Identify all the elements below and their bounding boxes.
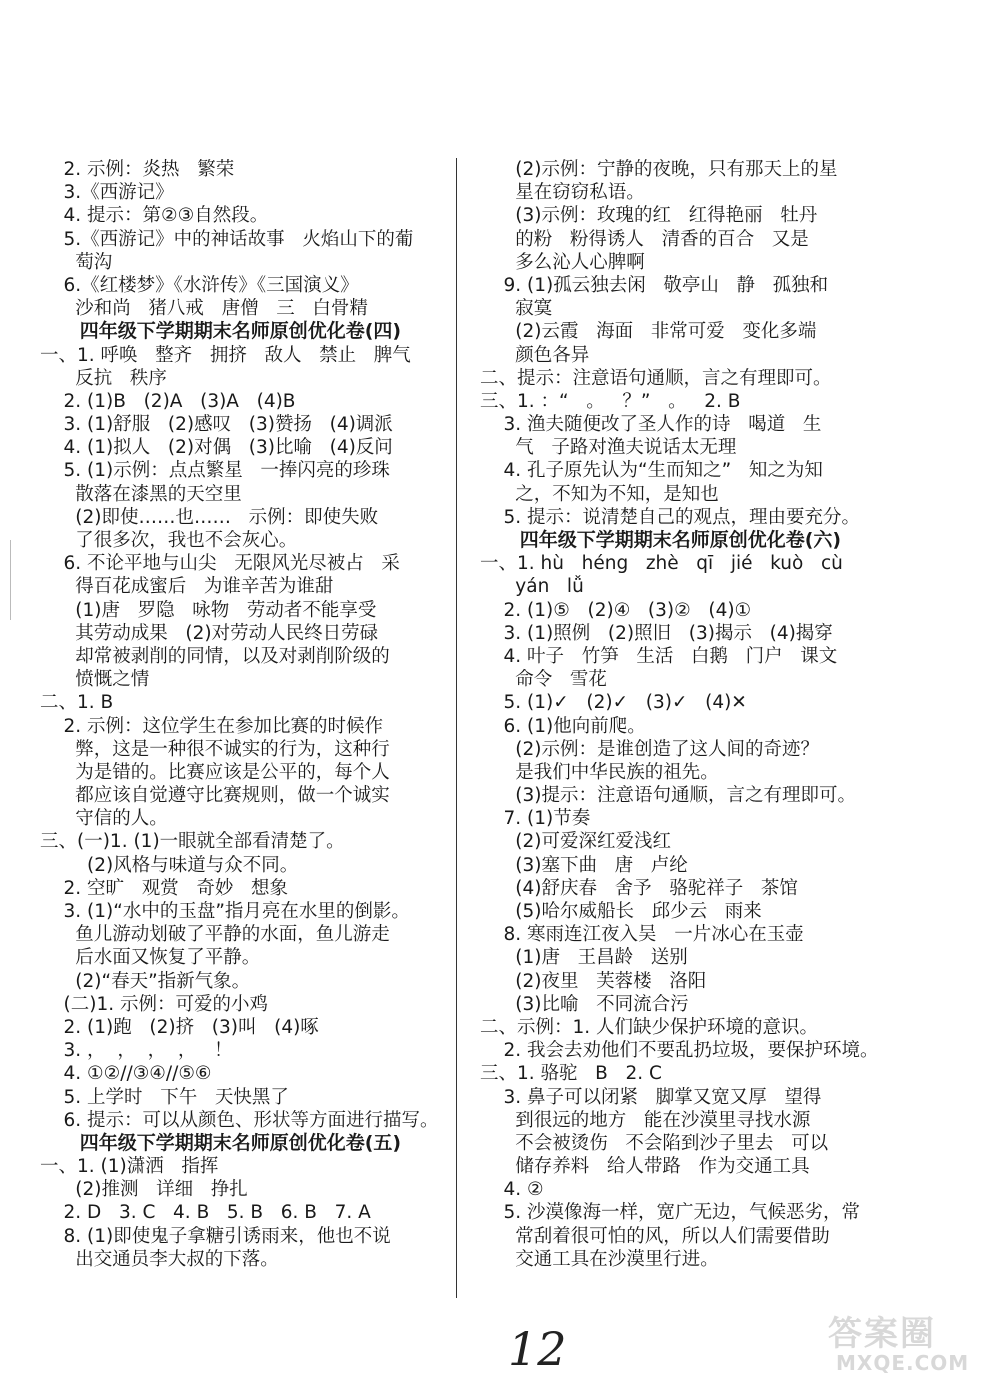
answer-line: 三、1. 骆驼 B 2. C [480, 1063, 662, 1085]
answer-line: 储存养料 给人带路 作为交通工具 [480, 1156, 810, 1178]
answer-line: 6.《红楼梦》《水浒传》《三国演义》 [40, 274, 359, 296]
answer-line: 3. (1)照例 (2)照旧 (3)揭示 (4)揭穿 [480, 622, 833, 644]
answer-line: 2. 示例：这位学生在参加比赛的时候作 [40, 715, 384, 737]
answer-line: 4. ①②//③④//⑤⑥ [40, 1063, 212, 1085]
right-answer-column [480, 158, 900, 1271]
answer-line: 一、1. 呼唤 整齐 拥挤 敌人 禁止 脾气 [40, 344, 411, 366]
answer-line: 一、1. hù héng zhè qī jié kuò cù [480, 553, 843, 575]
answer-line: (2)云霞 海面 非常可爱 变化多端 [480, 321, 817, 343]
watermark-url: MXQE.COM [836, 1351, 970, 1375]
answer-line: (1)唐 王昌龄 送别 [480, 947, 688, 969]
answer-line: 弊，这是一种很不诚实的行为，这种行 [40, 738, 390, 760]
answer-line: 5. (1)示例：点点繁星 一捧闪亮的珍珠 [40, 460, 390, 482]
answer-line: 5.《西游记》中的神话故事 火焰山下的葡 [40, 228, 414, 250]
answer-line: 3. ， ， ， ， ！ [40, 1040, 233, 1062]
answer-line: (2)即使……也…… 示例：即使失败 [40, 506, 379, 528]
answer-line: 2. 我会去劝他们不要乱扔垃圾，要保护环境。 [480, 1040, 879, 1062]
answer-line: 9. (1)孤云独去闲 敬亭山 静 孤独和 [480, 274, 829, 296]
answer-line: (2)夜里 芙蓉楼 洛阳 [480, 970, 707, 992]
answer-line: 2. D 3. C 4. B 5. B 6. B 7. A [40, 1202, 371, 1224]
answer-line: (3)塞下曲 唐 卢纶 [480, 854, 688, 876]
answer-line: 4. 孔子原先认为“生而知之” 知之为知 [480, 460, 823, 482]
answer-line: (二)1. 示例：可爱的小鸡 [40, 993, 268, 1015]
answer-line: 多么沁人心脾啊 [480, 251, 645, 273]
answer-line: 3. 渔夫随便改了圣人作的诗 喝道 生 [480, 414, 822, 436]
answer-line: 3. 鼻子可以闭紧 脚掌又宽又厚 望得 [480, 1086, 822, 1108]
answer-line: (2)示例：宁静的夜晚，只有那天上的星 [480, 159, 838, 180]
answer-line: 鱼儿游动划破了平静的水面，鱼儿游走 [40, 924, 390, 946]
answer-line: 都应该自觉遵守比赛规则，做一个诚实 [40, 785, 390, 807]
answer-line: (2)风格与味道与众不同。 [40, 854, 299, 876]
answer-line: (3)比喻 不同流合污 [480, 993, 689, 1015]
answer-line: 散落在漆黑的天空里 [40, 483, 242, 505]
answer-line: 二、示例：1. 人们缺少保护环境的意识。 [480, 1016, 819, 1038]
answer-line: 反抗 秩序 [40, 367, 167, 389]
answer-line: 沙和尚 猪八戒 唐僧 三 白骨精 [40, 298, 368, 320]
answer-line: 颜色各异 [480, 344, 590, 366]
answer-line: 二、1. B [40, 692, 114, 714]
answer-line: 3.《西游记》 [40, 182, 174, 204]
answer-line: 5. (1)✓ (2)✓ (3)✓ (4)✕ [480, 692, 747, 714]
answer-line: 寂寞 [480, 298, 553, 320]
section-heading: 四年级下学期期末名师原创优化卷(五) [40, 1131, 402, 1154]
answer-line: 4. ② [480, 1179, 544, 1201]
answer-line: 后水面又恢复了平静。 [40, 947, 261, 969]
watermark-title: 答案圈 [828, 1314, 936, 1354]
answer-line: 的粉 粉得诱人 清香的百合 又是 [480, 228, 809, 250]
answer-line: 星在窃窃私语。 [480, 182, 645, 204]
answer-line: 3. (1)舒服 (2)感叹 (3)赞扬 (4)调派 [40, 414, 393, 436]
answer-line: 一、1. (1)潇洒 指挥 [40, 1156, 219, 1178]
answer-line: (3)提示：注意语句通顺，言之有理即可。 [480, 785, 856, 807]
answer-line: 4. (1)拟人 (2)对偶 (3)比喻 (4)反问 [40, 437, 393, 459]
answer-line: 8. (1)即使鬼子拿糖引诱雨来，他也不说 [40, 1225, 391, 1247]
site-watermark-logo [828, 1316, 988, 1380]
answer-line: 是我们中华民族的祖先。 [480, 761, 719, 783]
answer-line: (4)舒庆春 舍予 骆驼祥子 茶馆 [480, 877, 798, 899]
section-heading: 四年级下学期期末名师原创优化卷(四) [40, 320, 402, 343]
answer-line: (2)可爱深红爱浅红 [480, 831, 671, 853]
answer-line: 命令 雪花 [480, 669, 607, 691]
left-answer-column [40, 158, 460, 1271]
handwritten-page-number: 12 [508, 1322, 567, 1376]
answer-line: 4. 叶子 竹笋 生活 白鹅 门户 课文 [480, 645, 838, 667]
answer-line: (5)哈尔威船长 邱少云 雨来 [480, 901, 762, 922]
answer-line: 守信的人。 [40, 808, 168, 830]
answer-line: 8. 寒雨连江夜入吴 一片冰心在玉壶 [480, 924, 804, 946]
answer-line: (2)“春天”指新气象。 [40, 970, 251, 992]
answer-line: 2. (1)B (2)A (3)A (4)B [40, 390, 296, 412]
answer-line: 二、提示：注意语句通顺，言之有理即可。 [480, 367, 832, 389]
answer-line: 5. 提示：说清楚自己的观点，理由要充分。 [480, 506, 861, 528]
answer-line: 5. 上学时 下午 天快黑了 [40, 1086, 289, 1108]
answer-line: 5. 沙漠像海一样，宽广无边，气候恶劣，常 [480, 1202, 861, 1224]
answer-line: 3. (1)“水中的玉盘”指月亮在水里的倒影。 [40, 901, 410, 922]
answer-line: 2. (1)跑 (2)挤 (3)叫 (4)啄 [40, 1016, 319, 1038]
answer-line: 之，不知为不知，是知也 [480, 483, 719, 505]
answer-line: 却常被剥削的同情，以及对剥削阶级的 [40, 645, 390, 667]
answer-line: 不会被烫伤 不会陷到沙子里去 可以 [480, 1132, 829, 1154]
answer-line: (2)推测 详细 挣扎 [40, 1179, 248, 1201]
section-heading: 四年级下学期期末名师原创优化卷(六) [480, 529, 842, 551]
answer-line: (3)示例：玫瑰的红 红得艳丽 牡丹 [480, 205, 818, 227]
answer-line: 三、1. ：“ 。 ？” 。 2. B [480, 390, 741, 412]
answer-line: (1)唐 罗隐 咏物 劳动者不能享受 [40, 599, 377, 621]
answer-line: 为是错的。比赛应该是公平的，每个人 [40, 761, 390, 783]
answer-line: 2. 示例：炎热 繁荣 [40, 159, 235, 180]
answer-line: 三、(一)1. (1)一眼就全部看清楚了。 [40, 831, 345, 853]
answer-line: 出交通员李大叔的下落。 [40, 1248, 279, 1270]
answer-line: 2. 空旷 观赏 奇妙 想象 [40, 877, 288, 899]
answer-line: 了很多次，我也不会灰心。 [40, 530, 298, 551]
answer-line: 到很远的地方 能在沙漠里寻找水源 [480, 1109, 811, 1131]
answer-line: 其劳动成果 (2)对劳动人民终日劳碌 [40, 622, 379, 644]
answer-line: 常刮着很可怕的风，所以人们需要借助 [480, 1225, 830, 1247]
answer-line: 4. 提示：第②③自然段。 [40, 205, 269, 227]
answer-line: 6. (1)他向前爬。 [480, 715, 646, 737]
answer-line: 得百花成蜜后 为谁辛苦为谁甜 [40, 576, 334, 598]
answer-line: 2. (1)⑤ (2)④ (3)② (4)① [480, 599, 752, 621]
scan-edge-mark [10, 540, 11, 620]
answer-line: (2)示例：是谁创造了这人间的奇迹？ [480, 738, 819, 760]
answer-line: yán lǚ [480, 576, 584, 598]
answer-line: 6. 不论平地与山尖 无限风光尽被占 采 [40, 553, 400, 575]
answer-line: 愤慨之情 [40, 669, 150, 691]
answer-line: 7. (1)节奏 [480, 808, 591, 830]
answer-line: 气 子路对渔夫说话太无理 [480, 437, 737, 459]
answer-line: 交通工具在沙漠里行进。 [480, 1248, 719, 1270]
answer-line: 6. 提示：可以从颜色、形状等方面进行描写。 [40, 1109, 439, 1131]
answer-line: 萄沟 [40, 251, 113, 273]
column-divider [456, 158, 457, 1298]
